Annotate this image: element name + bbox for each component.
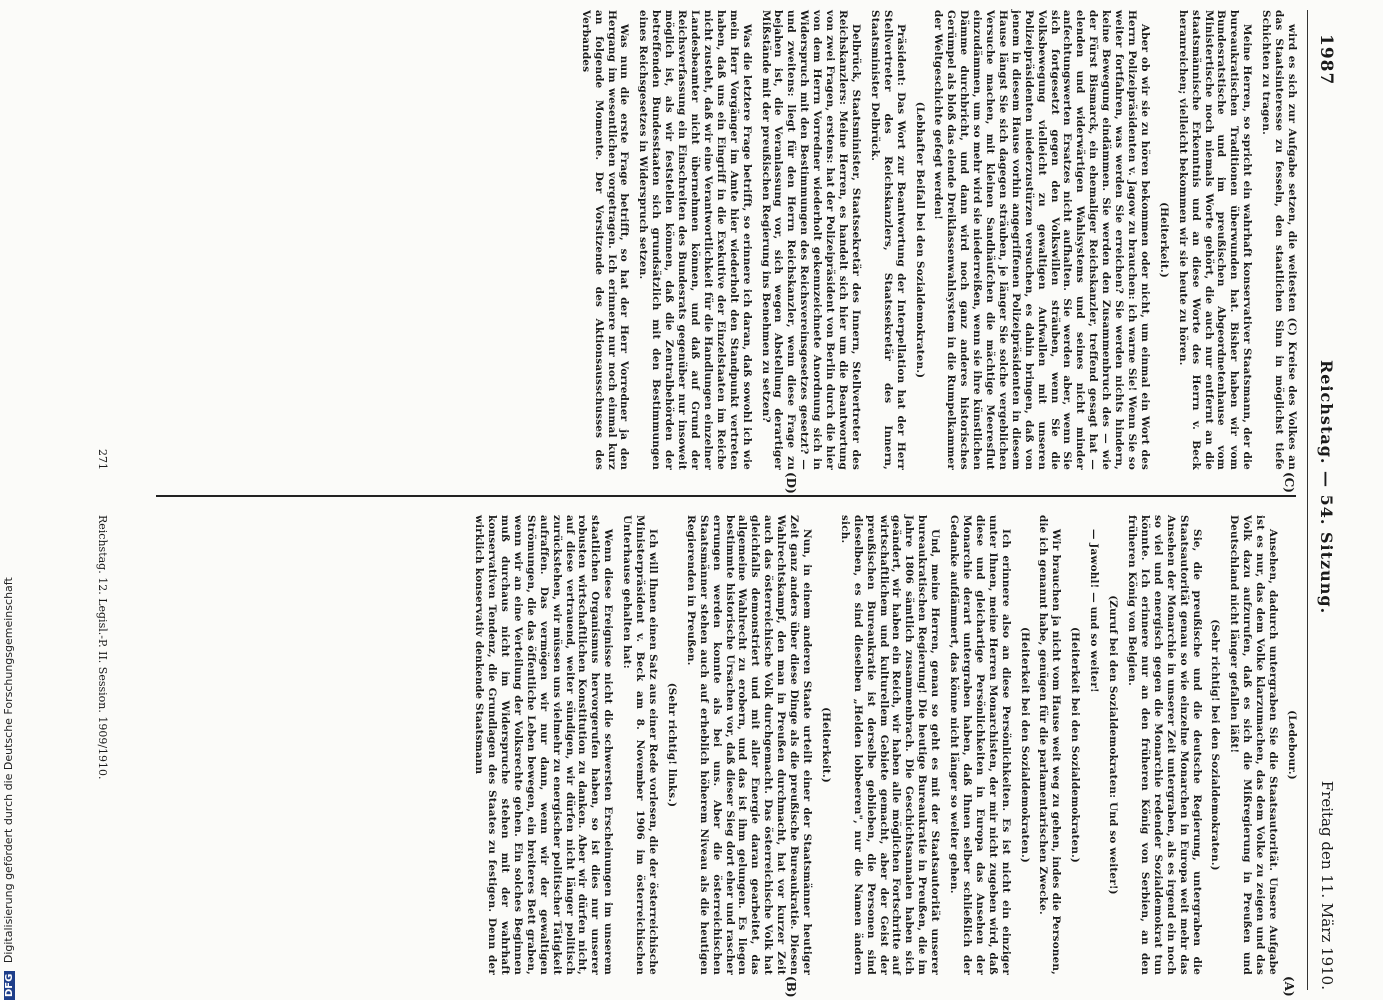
- paragraph: Ansehen, dadurch untergraben Sie die Staatsautorität. Unsere Aufgabe ist es nur, das dem Volke klarzumachen, das dem Volke zu zeigen und das Volk dazu aufzurufen, daß es sich die Mißregierung in Preußen und Deutschland nicht länger gefallen läßt!: [1228, 515, 1280, 975]
- margin-marker-a: (A): [1282, 976, 1296, 997]
- dfg-credit-line: [2, 280, 20, 1000]
- paragraph: Wenn diese Ereignisse nicht die schwersten Erscheinungen im unserem staatlichen Organismus hervorgerufen haben, so ist dies nur unserer robusten wirtschaftlichen Konstitution zu danken. Aber wir dürfen nicht, auf diese vertrauend, weiter sündigen, wir dürfen nicht länger politisch zurückstehen, wir müssen uns vielmehr zu energischer politischer Tätigkeit aufraffen. Das vermögen wir nur dann, wenn wir der gewaltigen Strömungen, die das öffentliche Leben bewegen, ein breiteres Bett graben, wenn wir an eine Verteilung der Volksrechte gehen. Ein solches Beginnen muß durchaus nicht im Widerspruche stehen mit der wahrhaft konservativen Tendenz, die Grundlagen des Staates zu festigen. Denn der wirklich konservativ denkende Staatsmann: [473, 515, 615, 975]
- paragraph: (Ledebour.): [1286, 710, 1298, 780]
- paragraph: (Heiterkeit.): [1157, 202, 1170, 278]
- page-number: 1987: [1316, 34, 1336, 86]
- paragraph: wird es sich zur Aufgabe setzen, die weitesten (C) Kreise des Volkes an das Staatsinteresse zu fesseln, den staatlichen Sinn in möglichst tiefe Schichten zu tragen.: [1260, 10, 1298, 470]
- paragraph: (Heiterkeit bei den Sozialdemokraten.): [1018, 626, 1031, 864]
- session-date: Freitag den 11. März 1910.: [1318, 780, 1336, 990]
- paragraph: (Sehr richtig! bei den Sozialdemokraten.): [1209, 619, 1222, 871]
- paragraph: — Jawohl! — und so weiter!: [1088, 529, 1101, 693]
- margin-marker-d: (D): [784, 472, 798, 494]
- paragraph: Was die letztere Frage betrifft, so erinnere ich daran, daß sowohl ich wie mein Herr Vorgänger im Amte hier wiederholt den Standpunkt vertreten haben, daß uns ein Eingriff in die Exekutive der Einzelstaaten im Reiche nicht zusteht, daß wir eine Verantwortlichkeit für die Handlungen einzelner Landesbeamter nicht übernehmen können, und daß auf Grund der Reichsverfassung ein Einschreiten des Bundesrats gegenüber nur insoweit möglich ist, als wir feststellen können, daß die Zentralbehörden der betreffenden Bundesstaaten sich grundsätzlich mit den Bestimmungen eines Reichsgesetzes in Widerspruch setzen.: [637, 10, 753, 470]
- header-divider: [1307, 10, 1308, 990]
- session-title: Reichstag. — 54. Sitzung.: [1317, 360, 1336, 615]
- paragraph: Ich will Ihnen einen Satz aus einer Rede vorlesen, die der österreichische Ministerpräsident v. Beck am 8. November 1906 im österreichischen Unterhause gehalten hat:: [621, 515, 660, 975]
- rotated-page: [88, 0, 1358, 1000]
- margin-marker-b: (B): [784, 976, 798, 998]
- paragraph: Nun, in einem anderen Staate urteilt einer der Staatsmänner heutiger Zeit ganz anders über diese Dinge als die preußische Bureaukratie. Diesen Wahlrechtskampf, den man in Preußen durchmacht, hat vor kurzer Zeit auch das österreichische Volk durchgemacht. Das österreichische Volk hat gleichfalls demonstriert und mit aller Energie daran gearbeitet, das allgemeine Wahlrecht zu erobern, und das ist ihm gelungen. Es liegen bestimmte historische Ursachen vor, daß dieser Sieg dort eher und rascher errungen werden konnte als bei uns. Aber die österreichischen Staatsmänner stehen auch auf erheblich höherem Niveau als die heutigen Regierenden in Preußen.: [684, 515, 813, 975]
- paragraph: (Sehr richtig! links.): [665, 682, 678, 808]
- column-right: [466, 515, 1298, 975]
- paragraph: (Lebhafter Beifall bei den Sozialdemokraten.): [913, 101, 926, 379]
- column-divider: [156, 495, 1296, 497]
- paragraph: (Zuruf bei den Sozialdemokraten: Und so weiter!): [1107, 595, 1120, 895]
- paragraph: (Heiterkeit.): [819, 707, 832, 783]
- paragraph: Delbrück, Staatsminister, Staatssekretär des Innern, Stellvertreter des Reichskanzlers: Meine Herren, es handelt sich hier um die Beantwortung von zwei Fragen, erstens: hat der Polizeipräsident von Berlin durch die hier von dem Herrn Vorredner wiederholt gekennzeichnete Anordnung sich in Widerspruch mit den Bestimmungen des Reichsvereinsgesetzes gesetzt? — und zweitens: liegt für den Herrn Reichskanzler, wenn diese Frage zu bejahen ist, die Veranlassung vor, sich wegen Abstellung derartiger Mißstände mit der preußischen Regierung ins Benehmen zu setzen?: [759, 10, 862, 470]
- page-content: [88, 10, 1358, 998]
- paragraph: Was nun die erste Frage betrifft, so hat der Herr Vorredner ja den Hergang im wesentlichen vorgetragen. Ich erinnere nur noch einmal kurz an folgende Momente. Der Vorsitzende des Aktionsausschusses des Verbandes: [579, 10, 631, 470]
- paragraph: Wir brauchen ja nicht vom Hause weit weg zu gehen, indes die Personen, die ich genannt habe, genügen für die parlamentarischen Zwecke.: [1037, 515, 1063, 975]
- paragraph: Meine Herren, so spricht ein wahrhaft konservativer Staatsmann, der die bureaukratischen Traditionen überwunden hat. Bisher haben wir vom Bundesratstische und im preußischen Abgeordnetenhause vom Ministertische noch niemals Worte gehört, die auch nur entfernt an die staatsmännische Erkenntnis und an diese Worte des Herrn v. Beck heranreichen; vielleicht bekommen wir sie heute zu hören.: [1176, 10, 1254, 470]
- paragraph: (Heiterkeit bei den Sozialdemokraten.): [1069, 626, 1082, 864]
- footer-page-number: 271: [96, 449, 109, 470]
- paragraph: Sie, die preußische und die deutsche Regierung, untergraben die Staatsautorität genau so wie einzelne Monarchen in Europa weit mehr das Ansehen der Monarchie in unserer Zeit untergraben, als es irgend ein noch so viel und energisch gegen die Monarchie redender Sozialdemokrat tun könnte. Ich erinnere nur an den früheren König von Serbien, an den früheren König von Belgien.: [1126, 515, 1203, 975]
- paragraph: Präsident: Das Wort zur Beantwortung der Interpellation hat der Herr Stellvertreter des Reichskanzlers, Staatssekretär des Innern, Staatsminister Delbrück.: [868, 10, 907, 470]
- page-header: [1308, 10, 1336, 990]
- paragraph: Und, meine Herren, genau so geht es mit der Staatsautorität unserer bureaukratischen Regierung! Die heutige Bureaukratie in Preußen, die im Jahre 1806 sämtlich zusammenbrach. Die Geschichtsannalen haben sich geändert, wir haben ein Reich, wir haben alle möglichen Fortschritte auf wirtschaftlichem und kulturellem Gebiete gemacht, aber der Geist der preußischen Bureaukratie ist derselbe geblieben, die Personen sind dieselben, es sind dieselben „Helden lobbeeren", nur die Namen ändern sich.: [838, 515, 942, 975]
- footer-note: Reichstag. 12. Legisl.-P. II. Session. 1909/1910.: [96, 515, 109, 780]
- dfg-credit-text: Digitalisierung gefördert durch die Deutsche Forschungsgemeinschaft: [2, 577, 15, 964]
- paragraph: Aber ob wir sie zu hören bekommen oder nicht, um einmal ein Wort des Herrn Polizeipräsidenten v. Jagow zu brauchen: ich warne Sie! Wenn Sie so weiter fortfahren, was werden Sie erreichen? Sie werden nichts hindern, keine Bewegung eindämmen. Sie werden den Zusammenbruch des — wie der Fürst Bismarck, ein ehemaliger Reichskanzler, treffend gesagt hat — elenden und widerwärtigen Wahlsystems und seines nicht minder anfechtungswerten Ersatzes nicht aufhalten. Sie werden aber, wenn Sie sich fortgesetzt gegen den Volkswillen sträuben, wenn Sie die Volksbewegung vielleicht zu gewaltigen Aufwallen mit unseren Polizeipräsidenten niederzustürzen versuchen, es dahin bringen, daß von jenem in diesem Hause vorhin angegriffenen Polizeipräsidenten in diesem Hause längst Sie sich dagegen sträuben, je länger Sie solche vergeblichen Versuche machen, mit kleinen Sandhäufchen die mächtige Meeresflut einzudämmen, um so mehr wird sie niederreißen, wenn sie ihre künstlichen Dämme durchbricht, und dann wird noch ganz anderes historisches Gerümpel als bloß das elende Dreiklassenwahlsystem in die Rumpelkammer der Weltgeschichte gefegt werden!: [932, 10, 1151, 470]
- column-left: [573, 10, 1298, 470]
- margin-marker-c: (C): [1282, 472, 1296, 493]
- dfg-logo: DFG: [4, 971, 15, 1000]
- paragraph: Ich erinnere also an diese Persönlichkeiten. Es ist nicht ein einziger unter Ihnen, meine Herren Monarchisten, der mir nicht zugeben wird, daß diese und gleichartige Persönlichkeiten in Europa das Ansehen der Monarchie derart untergraben haben, daß Ihnen selber schließlich der Gedanke aufdämmert, das könne nicht länger so weiter gehen.: [948, 515, 1012, 975]
